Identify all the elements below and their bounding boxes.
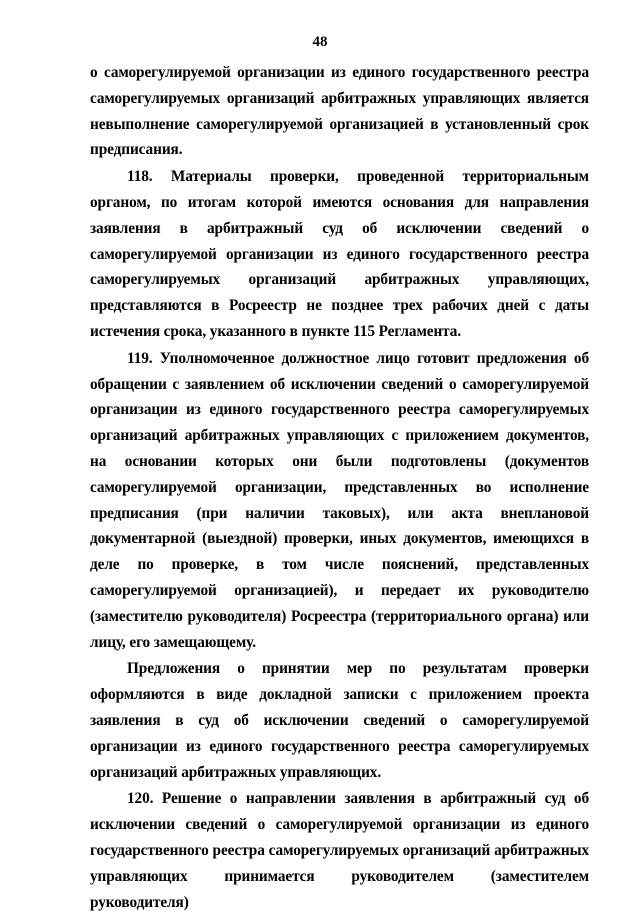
paragraph-number: 118. xyxy=(127,168,153,186)
paragraph-number: 119. xyxy=(127,349,153,367)
paragraph-120 xyxy=(90,786,589,915)
paragraph-text: Предложения о принятии мер по результатам проверки оформляются в виде докладной записки с приложением проекта заявления в суд об исключении сведений о саморегулируемой организации из единого государственного реестра саморегулируемых организаций арбитражных управляющих. xyxy=(90,660,589,781)
paragraph-119 xyxy=(90,346,589,656)
paragraph-proposals xyxy=(90,656,589,785)
document-body xyxy=(90,60,589,915)
paragraph-118 xyxy=(90,164,589,345)
paragraph-text: Решение о направлении заявления в арбитражный суд об исключении сведений о саморегулируемой организации из единого государственного реестра саморегулируемых организаций арбитражных управляющих принимается руководителем (заместителем руководителя) xyxy=(90,790,589,911)
paragraph-text: о саморегулируемой организации из единого государственного реестра саморегулируемых организаций арбитражных управляющих является невыполнение саморегулируемой организацией в установленный срок предписания. xyxy=(90,64,589,159)
paragraph-text: Уполномоченное должностное лицо готовит предложения об обращении с заявлением об исключении сведений о саморегулируемой организации из единого государственного реестра саморегулируемых организаций арбитражных управляющих с приложением документов, на основании которых они были подготовлены (документов саморегулируемой организации, представленных во исполнение предписания (при наличии таковых), или акта внеплановой документарной (выездной) проверки, иных документов, имеющихся в деле по проверке, в том числе пояснений, представленных саморегулируемой организацией), и передает их руководителю (заместителю руководителя) Росреестра (территориального органа) или лицу, его замещающему. xyxy=(90,349,589,651)
paragraph-number: 120. xyxy=(127,790,154,808)
page-number: 48 xyxy=(312,34,328,50)
paragraph-continuation xyxy=(90,60,589,163)
paragraph-text: Материалы проверки, проведенной территориальным органом, по итогам которой имеются основания для направления заявления в арбитражный суд об исключении сведений о саморегулируемой организации из единого государственного реестра саморегулируемых организаций арбитражных управляющих, представляются в Росреестр не позднее трех рабочих дней с даты истечения срока, указанного в пункте 115 Регламента. xyxy=(90,168,589,340)
